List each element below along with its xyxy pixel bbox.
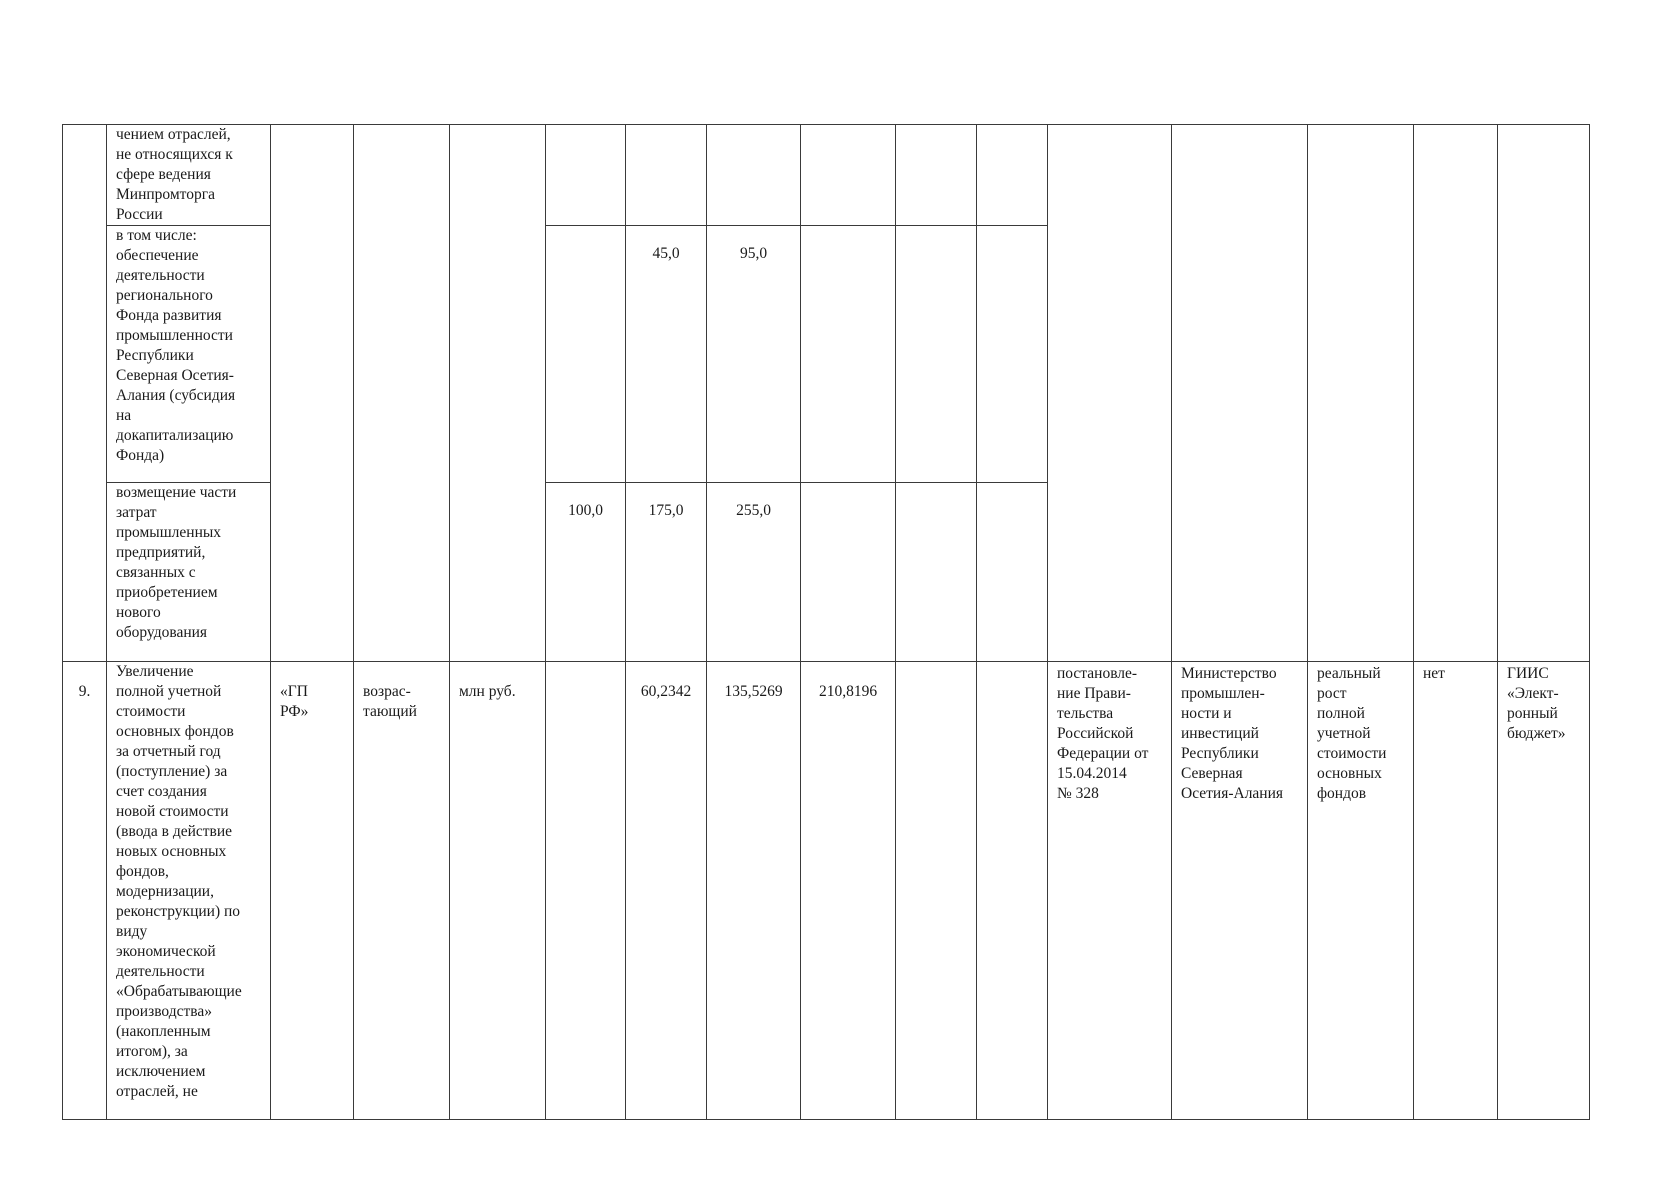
indicator-name-cell: возмещение части затрат промышленных предприятий, связанных с приобретением нового оборудования bbox=[107, 483, 271, 662]
value-cell bbox=[801, 226, 896, 483]
indicators-table bbox=[62, 124, 1590, 1120]
unit-cell: млн руб. bbox=[450, 662, 546, 1120]
table-row bbox=[63, 125, 1590, 226]
row-number-cell: 9. bbox=[63, 662, 107, 1120]
table-row bbox=[63, 662, 1590, 1120]
value-cell bbox=[546, 226, 626, 483]
unit-cell bbox=[450, 125, 546, 662]
value-cell bbox=[977, 125, 1048, 226]
value-cell: 45,0 bbox=[626, 226, 707, 483]
row-number-cell bbox=[63, 125, 107, 662]
indicator-type-cell bbox=[354, 125, 450, 662]
flag-cell: нет bbox=[1414, 662, 1498, 1120]
indicator-name-cell: Увеличение полной учетной стоимости основных фондов за отчетный год (поступление) за счет создания новой стоимости (ввода в действие новых основных фондов, модернизации, реконструкции) по виду экономической деятельности «Обрабатывающие производства» (накопленным итогом), за исключением отраслей, не bbox=[107, 662, 271, 1120]
source-cell: ГИИС «Элект- ронный бюджет» bbox=[1498, 662, 1590, 1120]
value-cell bbox=[546, 125, 626, 226]
legal-basis-cell bbox=[1048, 125, 1172, 662]
value-cell: 255,0 bbox=[707, 483, 801, 662]
program-cell bbox=[271, 125, 354, 662]
responsible-cell: Министерство промышлен- ности и инвестиций Республики Северная Осетия-Алания bbox=[1172, 662, 1308, 1120]
value-cell bbox=[626, 125, 707, 226]
value-cell: 210,8196 bbox=[801, 662, 896, 1120]
value-cell: 60,2342 bbox=[626, 662, 707, 1120]
indicator-name-cell: чением отраслей, не относящихся к сфере ведения Минпромторга России bbox=[107, 125, 271, 226]
value-cell: 100,0 bbox=[546, 483, 626, 662]
result-cell bbox=[1308, 125, 1414, 662]
value-cell bbox=[977, 662, 1048, 1120]
value-cell bbox=[546, 662, 626, 1120]
value-cell bbox=[977, 483, 1048, 662]
value-cell bbox=[707, 125, 801, 226]
result-cell: реальный рост полной учетной стоимости основных фондов bbox=[1308, 662, 1414, 1120]
flag-cell bbox=[1414, 125, 1498, 662]
value-cell: 95,0 bbox=[707, 226, 801, 483]
value-cell bbox=[896, 226, 977, 483]
responsible-cell bbox=[1172, 125, 1308, 662]
indicator-name-cell: в том числе: обеспечение деятельности регионального Фонда развития промышленности Республики Северная Осетия- Алания (субсидия на докапитализацию Фонда) bbox=[107, 226, 271, 483]
legal-basis-cell: постановле- ние Прави- тельства Российской Федерации от 15.04.2014 № 328 bbox=[1048, 662, 1172, 1120]
value-cell bbox=[801, 483, 896, 662]
value-cell bbox=[896, 662, 977, 1120]
value-cell bbox=[977, 226, 1048, 483]
value-cell bbox=[801, 125, 896, 226]
value-cell bbox=[896, 125, 977, 226]
source-cell bbox=[1498, 125, 1590, 662]
indicator-type-cell: возрас- тающий bbox=[354, 662, 450, 1120]
value-cell: 135,5269 bbox=[707, 662, 801, 1120]
program-cell: «ГП РФ» bbox=[271, 662, 354, 1120]
value-cell: 175,0 bbox=[626, 483, 707, 662]
value-cell bbox=[896, 483, 977, 662]
